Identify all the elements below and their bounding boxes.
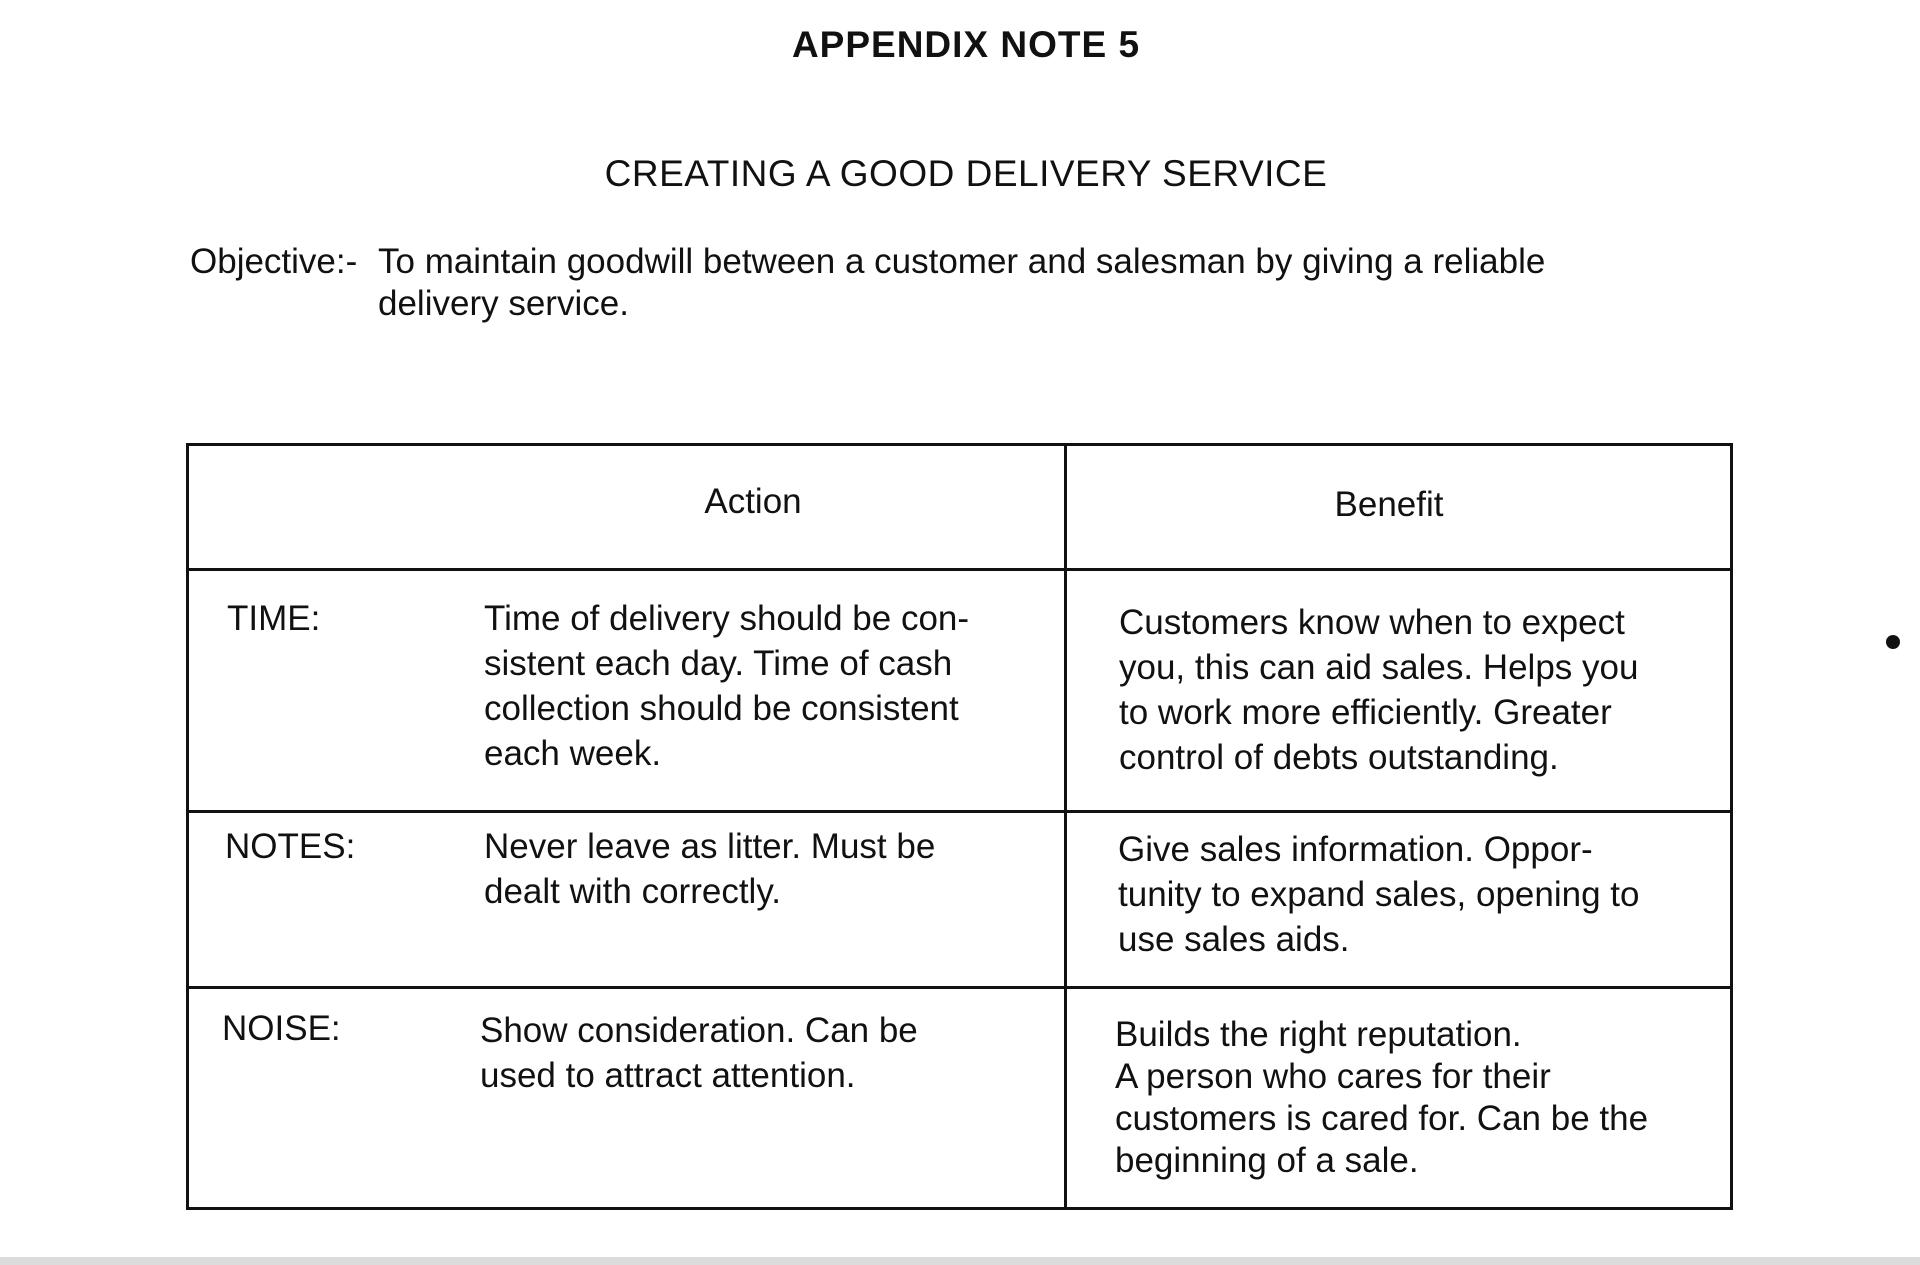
benefit-cell: [1118, 827, 1639, 962]
row-topic: NOTES:: [225, 827, 356, 866]
objective-text: [378, 241, 1828, 325]
benefit-line: to work more efficiently. Greater: [1119, 693, 1612, 732]
document-title: APPENDIX NOTE 5: [791, 24, 1141, 65]
scan-speck: [1886, 635, 1900, 649]
column-header-action: Action: [704, 482, 802, 521]
benefit-line: tunity to expand sales, opening to: [1118, 875, 1640, 914]
action-cell: [484, 824, 935, 914]
row-topic: TIME:: [227, 599, 321, 638]
action-line: collection should be consistent: [484, 689, 959, 728]
row-divider: [189, 568, 1730, 571]
benefit-line: Give sales information. Oppor-: [1118, 830, 1593, 869]
benefit-line: beginning of a sale.: [1115, 1141, 1419, 1180]
action-line: each week.: [484, 734, 662, 773]
objective-label: Objective:-: [190, 242, 358, 281]
action-cell: [484, 596, 969, 776]
action-line: Time of delivery should be con-: [484, 599, 970, 638]
benefit-cell: [1119, 600, 1638, 780]
action-line: dealt with correctly.: [484, 872, 781, 911]
benefit-line: Customers know when to expect: [1119, 603, 1625, 642]
action-line: Show consideration. Can be: [480, 1011, 918, 1050]
action-line: Never leave as litter. Must be: [484, 827, 936, 866]
action-line: used to attract attention.: [480, 1056, 856, 1095]
benefit-line: use sales aids.: [1118, 920, 1350, 959]
row-divider: [189, 810, 1730, 813]
row-topic: NOISE:: [222, 1009, 341, 1048]
row-divider: [189, 986, 1730, 989]
scan-bottom-edge: [0, 1257, 1920, 1265]
benefit-line: control of debts outstanding.: [1119, 738, 1559, 777]
action-line: sistent each day. Time of cash: [484, 644, 953, 683]
benefit-line: you, this can aid sales. Helps you: [1119, 648, 1639, 687]
action-cell: [480, 1008, 918, 1098]
objective-line: delivery service.: [378, 284, 629, 323]
column-divider: [1064, 446, 1067, 1207]
objective-line: To maintain goodwill between a customer and salesman by giving a reliable: [378, 242, 1546, 281]
benefit-line: A person who cares for their: [1115, 1057, 1551, 1096]
benefit-line: Builds the right reputation.: [1115, 1015, 1522, 1054]
delivery-service-table: [186, 443, 1733, 1210]
document-subtitle: CREATING A GOOD DELIVERY SERVICE: [604, 153, 1328, 194]
benefit-cell: [1115, 1014, 1648, 1182]
column-header-benefit: Benefit: [1334, 485, 1444, 524]
benefit-line: customers is cared for. Can be the: [1115, 1099, 1649, 1138]
